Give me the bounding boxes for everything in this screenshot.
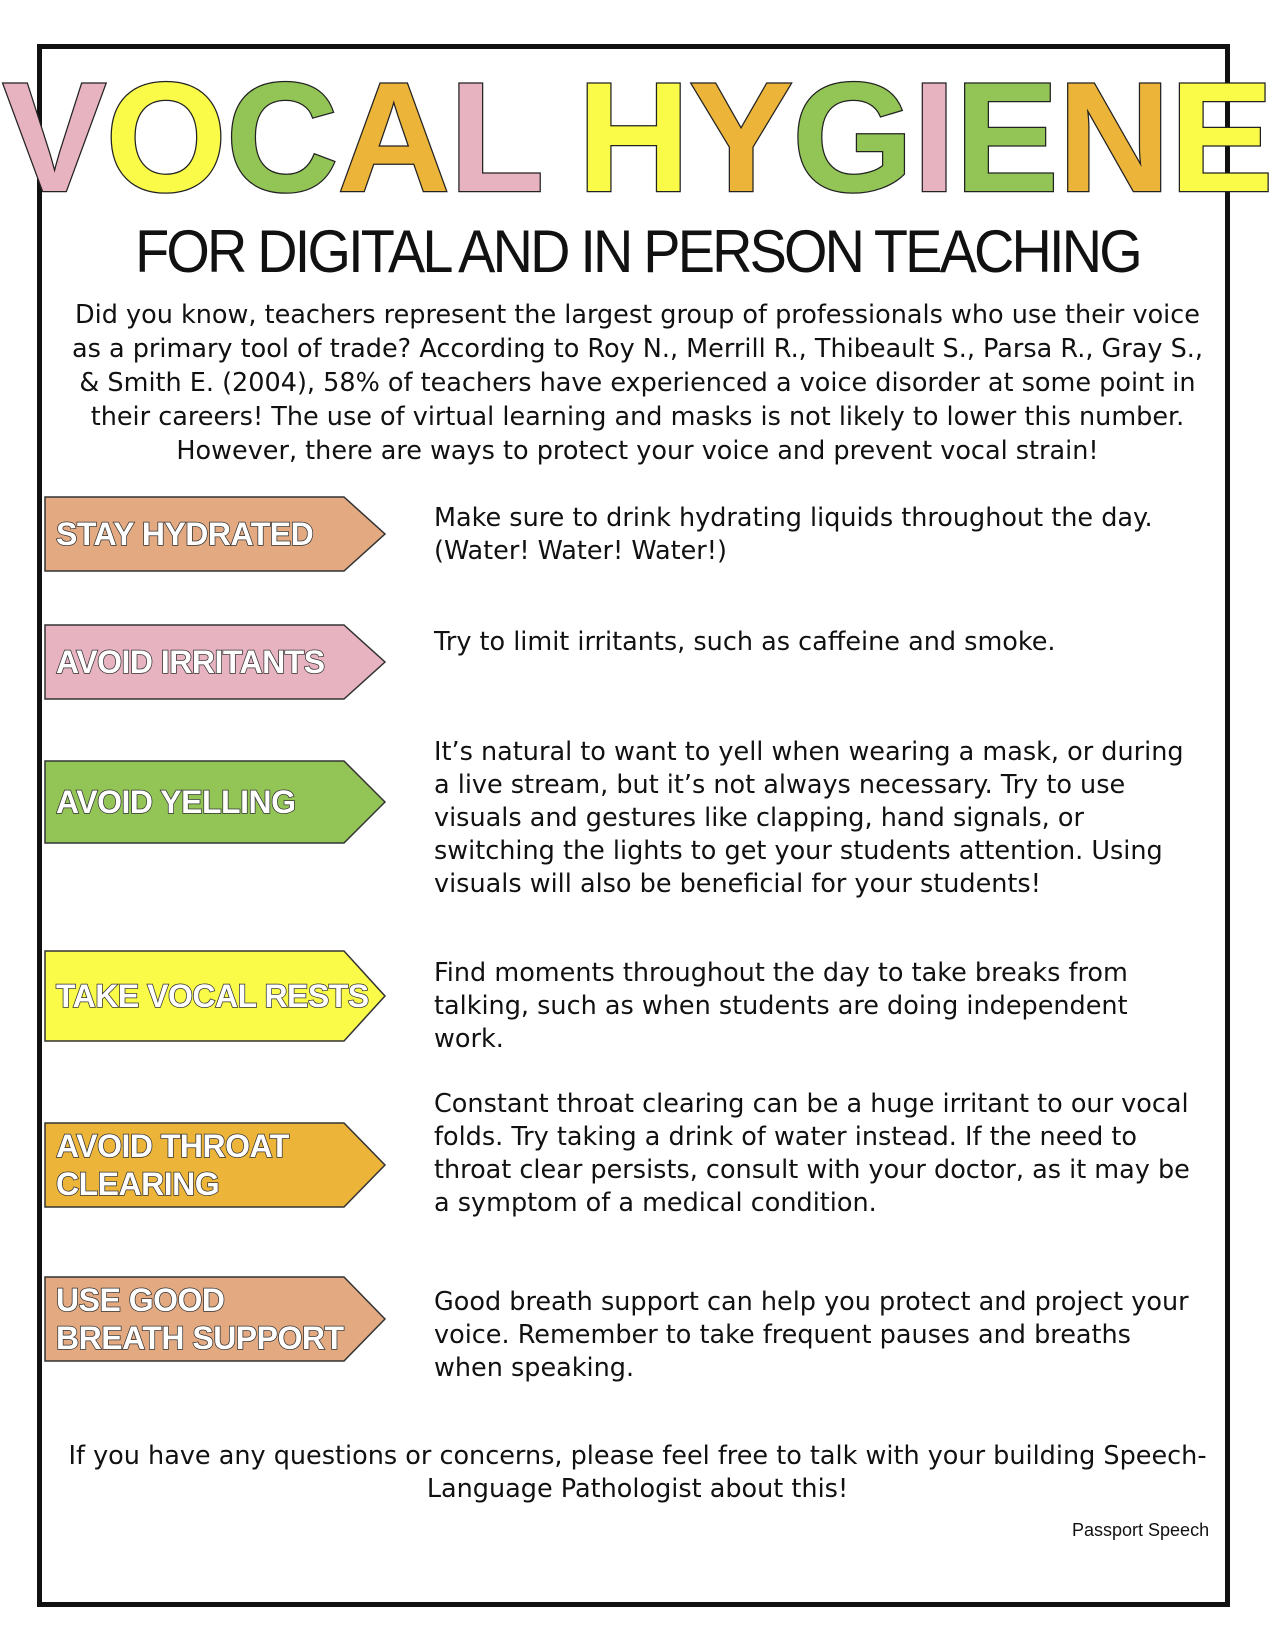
tip-label: STAY HYDRATED <box>56 516 314 552</box>
title-letter: O <box>105 51 226 225</box>
title-letter: N <box>1057 51 1170 225</box>
tip-arrow-avoid-throat-clearing <box>44 1122 400 1208</box>
tip-arrow-stay-hydrated <box>44 496 400 572</box>
page-subtitle: FOR DIGITAL AND IN PERSON TEACHING <box>135 218 1140 285</box>
title-letter: G <box>792 51 913 225</box>
tip-description: Find moments throughout the day to take breaks from talking, such as when students are doing independent work. <box>434 958 1128 1054</box>
tip-description: Constant throat clearing can be a huge irritant to our vocal folds. Try taking a drink of water instead. If the need to throat clear persists, consult with your doctor, as it may be a symptom of a medical condition. <box>434 1089 1190 1218</box>
tip-label: TAKE VOCAL RESTS <box>56 978 369 1014</box>
title-letter: I <box>912 51 955 225</box>
tip-arrow-use-good-breath-support <box>44 1276 400 1362</box>
tip-label: AVOID YELLING <box>56 784 296 820</box>
title-letter: V <box>2 51 106 225</box>
tip-label: USE GOOD BREATH SUPPORT <box>56 1282 344 1356</box>
tip-label: AVOID IRRITANTS <box>56 644 325 680</box>
title-letter: Y <box>689 51 793 225</box>
page-title <box>0 51 1275 225</box>
tip-arrow-avoid-irritants <box>44 624 400 700</box>
tip-description: It’s natural to want to yell when wearing a mask, or during a live stream, but it’s not always necessary. Try to use visuals and gestures like clapping, hand signals, or switching the lights to get your students attention. Using visuals will also be beneficial for your students! <box>434 737 1184 899</box>
title-letter: E <box>1169 51 1273 225</box>
tip-description: Try to limit irritants, such as caffeine and smoke. <box>434 627 1056 657</box>
title-letter: E <box>954 51 1058 225</box>
title-letter: H <box>577 51 690 225</box>
title-letter: L <box>449 51 544 225</box>
tip-arrow-take-vocal-rests <box>44 950 400 1042</box>
tip-description: Good breath support can help you protect and project your voice. Remember to take frequent pauses and breaths when speaking. <box>434 1287 1189 1383</box>
intro-paragraph: Did you know, teachers represent the largest group of professionals who use their voice as a primary tool of trade? According to Roy N., Merrill R., Thibeault S., Parsa R., Gray S., & Smith E. (2004), 58% of teachers have experienced a voice disorder at some point in their careers! The use of virtual learning and masks is not likely to lower this number. However, there are ways to protect your voice and prevent vocal strain! <box>71 300 1204 466</box>
title-letter: A <box>337 51 450 225</box>
title-letter: C <box>225 51 338 225</box>
tip-description: Make sure to drink hydrating liquids throughout the day. (Water! Water! Water!) <box>434 503 1153 566</box>
tip-arrow-avoid-yelling <box>44 760 400 844</box>
credit-text: Passport Speech <box>1072 1520 1210 1540</box>
tip-label: AVOID THROAT CLEARING <box>56 1128 289 1202</box>
footer-note: If you have any questions or concerns, please feel free to talk with your building Speech-Language Pathologist about this! <box>68 1441 1207 1504</box>
